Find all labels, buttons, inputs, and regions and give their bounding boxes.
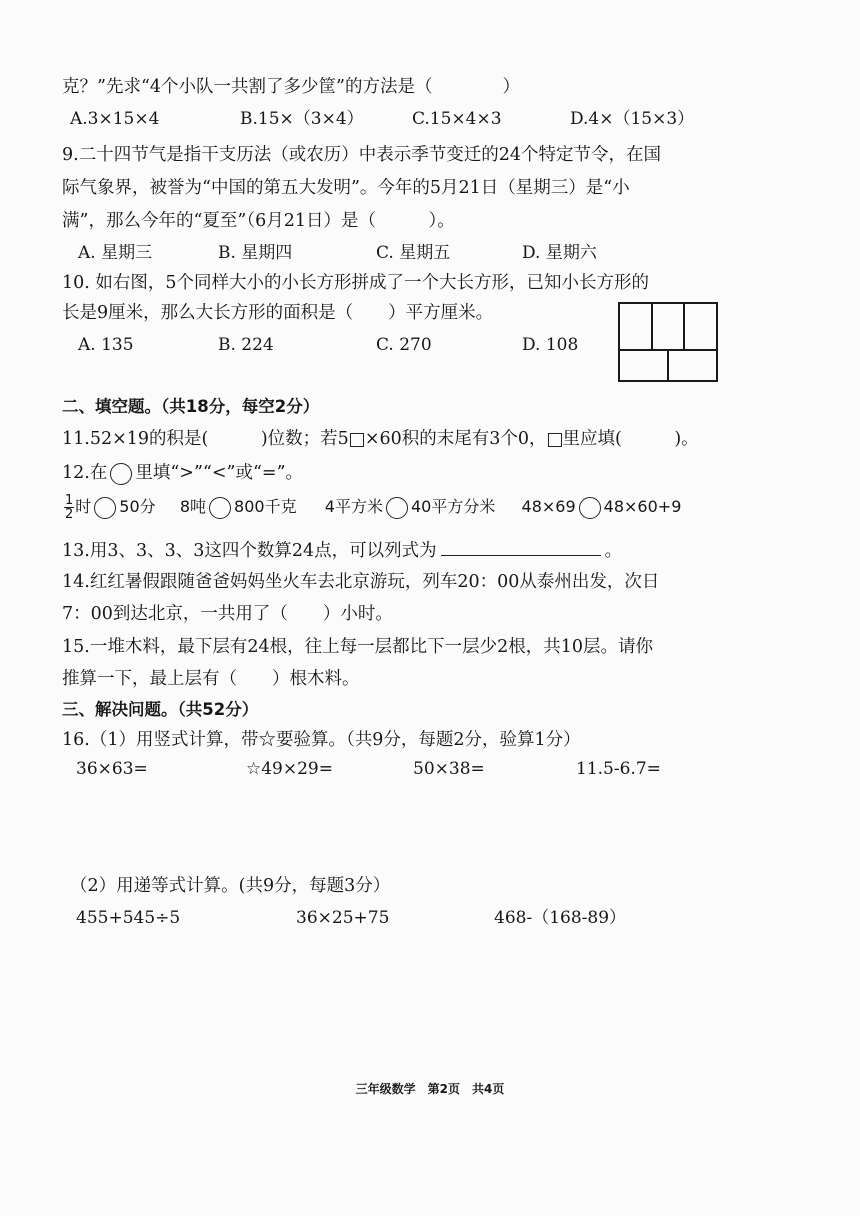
q10-option-c: C. 270 bbox=[376, 335, 432, 355]
q8-option-c: C.15×4×3 bbox=[412, 109, 502, 129]
q11 bbox=[62, 426, 699, 452]
q11-part-a: 11.52×19的积是( )位数；若5 bbox=[62, 429, 349, 449]
compare-circle-4[interactable] bbox=[579, 497, 601, 519]
q16-part-2-stem: （2）用递等式计算。(共9分，每题3分） bbox=[70, 876, 391, 896]
box-icon bbox=[548, 433, 562, 447]
q14-line-1: 14.红红暑假跟随爸爸妈妈坐火车去北京游玩，列车20：00从泰州出发，次日 bbox=[62, 572, 660, 592]
q16-expr-3: 50×38= bbox=[413, 759, 485, 779]
q10-line-1: 10. 如右图，5个同样大小的小长方形拼成了一个大长方形，已知小长方形的 bbox=[62, 273, 650, 293]
q12-item-3-right: 40平方分米 bbox=[410, 497, 496, 516]
q12-item-1-right: 50分 bbox=[119, 497, 156, 516]
q12-part-a: 12.在 bbox=[62, 463, 108, 483]
q9-option-c: C. 星期五 bbox=[376, 243, 451, 263]
q9-option-b: B. 星期四 bbox=[218, 243, 293, 263]
q12-items bbox=[64, 494, 681, 521]
q12-item-2-left: 8吨 bbox=[179, 497, 207, 516]
compare-circle-1[interactable] bbox=[94, 497, 116, 519]
q12-item-2-right: 800千克 bbox=[234, 497, 297, 516]
q9-option-d: D. 星期六 bbox=[522, 243, 597, 263]
q12-item-4-right: 48×60+9 bbox=[603, 497, 682, 516]
section-2-title: 二、填空题。（共18分，每空2分） bbox=[62, 397, 320, 416]
circle-icon bbox=[110, 463, 132, 485]
q10-line-2: 长是9厘米，那么大长方形的面积是（ ）平方厘米。 bbox=[62, 303, 494, 323]
q16-calc-1: 455+545÷5 bbox=[76, 908, 181, 928]
q8-option-d: D.4×（15×3） bbox=[570, 109, 695, 129]
q16-part-1-stem: 16.（1）用竖式计算，带☆要验算。（共9分，每题2分，验算1分） bbox=[62, 730, 581, 750]
q12-item-4-left: 48×69 bbox=[521, 497, 576, 516]
page-footer: 三年级数学 第2页 共4页 bbox=[355, 1082, 505, 1096]
box-icon bbox=[350, 433, 364, 447]
q16-calc-3: 468-（168-89） bbox=[494, 908, 627, 928]
fraction-half bbox=[64, 494, 74, 521]
q10-option-b: B. 224 bbox=[218, 335, 274, 355]
q9-line-2: 际气象界，被誉为“中国的第五大发明”。今年的5月21日（星期三）是“小 bbox=[62, 178, 630, 198]
q15-line-1: 15.一堆木料，最下层有24根，往上每一层都比下一层少2根，共10层。请你 bbox=[62, 637, 653, 657]
compare-circle-2[interactable] bbox=[209, 497, 231, 519]
answer-blank[interactable] bbox=[441, 537, 601, 556]
rectangle-figure bbox=[618, 302, 720, 384]
q14-line-2: 7：00到达北京，一共用了（ ）小时。 bbox=[62, 604, 393, 624]
q9-line-1: 9.二十四节气是指干支历法（或农历）中表示季节变迁的24个特定节令，在国 bbox=[62, 145, 661, 165]
compare-circle-3[interactable] bbox=[386, 497, 408, 519]
q13-stem: 13.用3、3、3、3这四个数算24点，可以列式为 bbox=[62, 541, 437, 561]
q9-line-3: 满”，那么今年的“夏至”（6月21日）是（ ）。 bbox=[62, 211, 455, 231]
q12-item-1-left: 时 bbox=[75, 497, 92, 516]
q8-option-b: B.15×（3×4） bbox=[240, 109, 364, 129]
q8-stem: 克？”先求“4个小队一共割了多少筐”的方法是（ ） bbox=[62, 77, 520, 97]
q16-calc-2: 36×25+75 bbox=[296, 908, 390, 928]
q12-item-3-left: 4平方米 bbox=[324, 497, 383, 516]
q8-option-a: A.3×15×4 bbox=[70, 109, 160, 129]
q16-expr-2: ☆49×29= bbox=[246, 759, 333, 779]
q11-part-b: ×60积的末尾有3个0， bbox=[364, 429, 547, 449]
q13-end: 。 bbox=[604, 541, 623, 561]
q12-part-b: 里填“>”“<”或“=”。 bbox=[135, 463, 304, 483]
q13 bbox=[62, 537, 622, 564]
fraction-denominator: 2 bbox=[65, 507, 74, 522]
section-3-title: 三、解决问题。（共52分） bbox=[62, 700, 259, 719]
q15-line-2: 推算一下，最上层有（ ）根木料。 bbox=[62, 669, 360, 689]
q11-part-c: 里应填( )。 bbox=[562, 429, 699, 449]
fraction-numerator: 1 bbox=[65, 493, 74, 508]
q12-stem bbox=[62, 460, 303, 486]
q16-expr-4: 11.5-6.7= bbox=[576, 759, 661, 779]
q16-expr-1: 36×63= bbox=[76, 759, 148, 779]
q10-option-d: D. 108 bbox=[522, 335, 579, 355]
q10-option-a: A. 135 bbox=[78, 335, 134, 355]
q9-option-a: A. 星期三 bbox=[78, 243, 153, 263]
